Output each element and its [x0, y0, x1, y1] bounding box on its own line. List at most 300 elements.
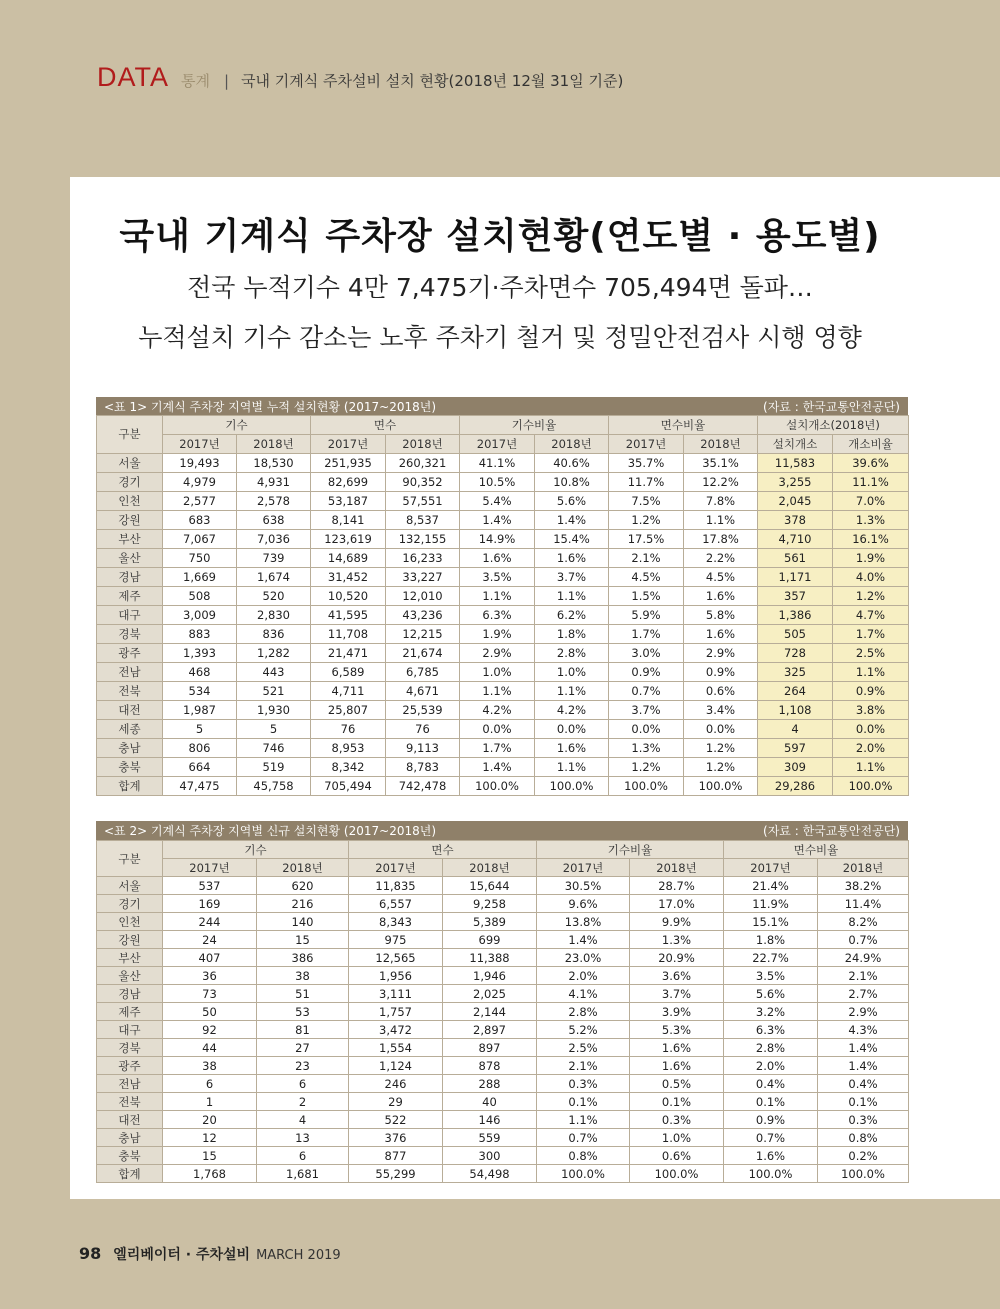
- value-cell: 378: [758, 511, 833, 530]
- value-cell: 0.7%: [724, 1129, 818, 1147]
- value-cell: 15: [163, 1147, 257, 1165]
- value-cell: 746: [237, 739, 311, 758]
- value-cell: 264: [758, 682, 833, 701]
- table-row: [97, 701, 909, 720]
- value-cell: 2,045: [758, 492, 833, 511]
- value-cell: 4.2%: [535, 701, 609, 720]
- value-cell: 975: [349, 931, 443, 949]
- value-cell: 1,956: [349, 967, 443, 985]
- table2-subheader: 2018년: [257, 859, 349, 877]
- value-cell: 2.1%: [609, 549, 684, 568]
- value-cell: 40.6%: [535, 454, 609, 473]
- table2-group-header: 면수: [349, 841, 537, 859]
- value-cell: 5.3%: [630, 1021, 724, 1039]
- value-cell: 2.0%: [537, 967, 630, 985]
- value-cell: 30.5%: [537, 877, 630, 895]
- value-cell: 39.6%: [833, 454, 909, 473]
- table-row: [97, 949, 909, 967]
- value-cell: 10.5%: [460, 473, 535, 492]
- table2-caption: <표 2> 기계식 주차장 지역별 신규 설치현황 (2017~2018년): [104, 824, 437, 838]
- value-cell: 5.4%: [460, 492, 535, 511]
- value-cell: 620: [257, 877, 349, 895]
- subsection-label: 통계: [181, 72, 210, 90]
- value-cell: 5.6%: [724, 985, 818, 1003]
- value-cell: 1.5%: [609, 587, 684, 606]
- value-cell: 9,113: [386, 739, 460, 758]
- value-cell: 7.5%: [609, 492, 684, 511]
- value-cell: 1,757: [349, 1003, 443, 1021]
- value-cell: 1.3%: [833, 511, 909, 530]
- table1-region-header: 구분: [97, 416, 163, 454]
- value-cell: 2.1%: [537, 1057, 630, 1075]
- table1-cumulative-installations: [96, 415, 909, 796]
- region-cell: 강원: [97, 511, 163, 530]
- value-cell: 90,352: [386, 473, 460, 492]
- value-cell: 36: [163, 967, 257, 985]
- value-cell: 0.7%: [818, 931, 909, 949]
- value-cell: 53,187: [311, 492, 386, 511]
- value-cell: 4.0%: [833, 568, 909, 587]
- value-cell: 0.0%: [460, 720, 535, 739]
- value-cell: 0.0%: [833, 720, 909, 739]
- value-cell: 3.5%: [460, 568, 535, 587]
- value-cell: 1.6%: [535, 739, 609, 758]
- table-row: [97, 758, 909, 777]
- value-cell: 664: [163, 758, 237, 777]
- table2-source: (자료 : 한국교통안전공단): [763, 824, 900, 838]
- value-cell: 2.5%: [537, 1039, 630, 1057]
- value-cell: 11.4%: [818, 895, 909, 913]
- value-cell: 559: [443, 1129, 537, 1147]
- value-cell: 0.8%: [537, 1147, 630, 1165]
- value-cell: 1,108: [758, 701, 833, 720]
- value-cell: 519: [237, 758, 311, 777]
- value-cell: 386: [257, 949, 349, 967]
- value-cell: 146: [443, 1111, 537, 1129]
- table2-new-installations: [96, 840, 909, 1183]
- value-cell: 17.8%: [684, 530, 758, 549]
- region-cell: 경남: [97, 985, 163, 1003]
- value-cell: 7,036: [237, 530, 311, 549]
- value-cell: 18,530: [237, 454, 311, 473]
- table-row: [97, 454, 909, 473]
- value-cell: 0.5%: [630, 1075, 724, 1093]
- value-cell: 251,935: [311, 454, 386, 473]
- value-cell: 4,979: [163, 473, 237, 492]
- value-cell: 2.0%: [724, 1057, 818, 1075]
- value-cell: 468: [163, 663, 237, 682]
- value-cell: 2,025: [443, 985, 537, 1003]
- value-cell: 11,708: [311, 625, 386, 644]
- value-cell: 12,215: [386, 625, 460, 644]
- value-cell: 6: [163, 1075, 257, 1093]
- region-cell: 대구: [97, 1021, 163, 1039]
- value-cell: 407: [163, 949, 257, 967]
- value-cell: 76: [386, 720, 460, 739]
- value-cell: 3.5%: [724, 967, 818, 985]
- value-cell: 47,475: [163, 777, 237, 796]
- value-cell: 6: [257, 1147, 349, 1165]
- value-cell: 0.1%: [818, 1093, 909, 1111]
- value-cell: 100.0%: [818, 1165, 909, 1183]
- table1-subheader: 개소비율: [833, 435, 909, 454]
- region-cell: 전북: [97, 1093, 163, 1111]
- value-cell: 597: [758, 739, 833, 758]
- value-cell: 8,783: [386, 758, 460, 777]
- value-cell: 4.2%: [460, 701, 535, 720]
- value-cell: 3.2%: [724, 1003, 818, 1021]
- value-cell: 20.9%: [630, 949, 724, 967]
- value-cell: 21.4%: [724, 877, 818, 895]
- value-cell: 41.1%: [460, 454, 535, 473]
- value-cell: 100.0%: [609, 777, 684, 796]
- value-cell: 169: [163, 895, 257, 913]
- table1-caption-bar: [96, 397, 908, 416]
- value-cell: 13: [257, 1129, 349, 1147]
- value-cell: 54,498: [443, 1165, 537, 1183]
- value-cell: 100.0%: [630, 1165, 724, 1183]
- magazine-name: 엘리베이터 · 주차설비: [113, 1247, 251, 1263]
- region-cell: 합계: [97, 777, 163, 796]
- value-cell: 0.8%: [818, 1129, 909, 1147]
- value-cell: 1,386: [758, 606, 833, 625]
- value-cell: 1.3%: [630, 931, 724, 949]
- value-cell: 23: [257, 1057, 349, 1075]
- table-row: [97, 549, 909, 568]
- table-row: [97, 1111, 909, 1129]
- value-cell: 443: [237, 663, 311, 682]
- region-cell: 합계: [97, 1165, 163, 1183]
- value-cell: 0.3%: [537, 1075, 630, 1093]
- value-cell: 38: [257, 967, 349, 985]
- value-cell: 6,557: [349, 895, 443, 913]
- value-cell: 1.8%: [724, 931, 818, 949]
- value-cell: 3.8%: [833, 701, 909, 720]
- table-row: [97, 644, 909, 663]
- value-cell: 38.2%: [818, 877, 909, 895]
- table-row: [97, 1021, 909, 1039]
- value-cell: 505: [758, 625, 833, 644]
- value-cell: 14,689: [311, 549, 386, 568]
- value-cell: 1.1%: [684, 511, 758, 530]
- table1-subheader: 2017년: [163, 435, 237, 454]
- value-cell: 41,595: [311, 606, 386, 625]
- value-cell: 2,577: [163, 492, 237, 511]
- value-cell: 216: [257, 895, 349, 913]
- table-row: [97, 1165, 909, 1183]
- page-footer: [79, 1244, 341, 1264]
- value-cell: 0.0%: [684, 720, 758, 739]
- value-cell: 29,286: [758, 777, 833, 796]
- value-cell: 4: [257, 1111, 349, 1129]
- table1-group-header: 면수: [311, 416, 460, 435]
- value-cell: 0.9%: [684, 663, 758, 682]
- value-cell: 309: [758, 758, 833, 777]
- table2-subheader: 2018년: [818, 859, 909, 877]
- value-cell: 29: [349, 1093, 443, 1111]
- region-cell: 부산: [97, 949, 163, 967]
- value-cell: 4,671: [386, 682, 460, 701]
- value-cell: 6,589: [311, 663, 386, 682]
- region-cell: 충북: [97, 758, 163, 777]
- value-cell: 1,930: [237, 701, 311, 720]
- table-row: [97, 720, 909, 739]
- value-cell: 25,539: [386, 701, 460, 720]
- value-cell: 4.3%: [818, 1021, 909, 1039]
- table-row: [97, 967, 909, 985]
- value-cell: 5.2%: [537, 1021, 630, 1039]
- value-cell: 1.6%: [684, 625, 758, 644]
- region-cell: 대전: [97, 1111, 163, 1129]
- value-cell: 6: [257, 1075, 349, 1093]
- value-cell: 1,946: [443, 967, 537, 985]
- region-cell: 제주: [97, 587, 163, 606]
- region-cell: 대구: [97, 606, 163, 625]
- value-cell: 21,471: [311, 644, 386, 663]
- value-cell: 8,537: [386, 511, 460, 530]
- header-title: 국내 기계식 주차설비 설치 현황(2018년 12월 31일 기준): [241, 72, 624, 90]
- value-cell: 19,493: [163, 454, 237, 473]
- value-cell: 1.1%: [535, 682, 609, 701]
- value-cell: 742,478: [386, 777, 460, 796]
- value-cell: 4.5%: [684, 568, 758, 587]
- value-cell: 15.1%: [724, 913, 818, 931]
- value-cell: 1,987: [163, 701, 237, 720]
- value-cell: 1.4%: [460, 758, 535, 777]
- table2-group-header: 면수비율: [724, 841, 909, 859]
- value-cell: 12.2%: [684, 473, 758, 492]
- table1-group-header: 설치개소(2018년): [758, 416, 909, 435]
- value-cell: 0.0%: [609, 720, 684, 739]
- value-cell: 43,236: [386, 606, 460, 625]
- value-cell: 4.7%: [833, 606, 909, 625]
- value-cell: 3,009: [163, 606, 237, 625]
- value-cell: 9,258: [443, 895, 537, 913]
- value-cell: 2,830: [237, 606, 311, 625]
- value-cell: 1.6%: [630, 1057, 724, 1075]
- region-cell: 울산: [97, 967, 163, 985]
- section-label: DATA: [97, 62, 170, 92]
- region-cell: 서울: [97, 454, 163, 473]
- value-cell: 35.7%: [609, 454, 684, 473]
- table1-subheader: 설치개소: [758, 435, 833, 454]
- value-cell: 35.1%: [684, 454, 758, 473]
- value-cell: 1.4%: [535, 511, 609, 530]
- table2-group-header: 기수비율: [537, 841, 724, 859]
- value-cell: 883: [163, 625, 237, 644]
- value-cell: 27: [257, 1039, 349, 1057]
- value-cell: 11,835: [349, 877, 443, 895]
- value-cell: 1.1%: [537, 1111, 630, 1129]
- region-cell: 광주: [97, 1057, 163, 1075]
- value-cell: 1,768: [163, 1165, 257, 1183]
- value-cell: 10.8%: [535, 473, 609, 492]
- value-cell: 522: [349, 1111, 443, 1129]
- value-cell: 1.6%: [535, 549, 609, 568]
- value-cell: 1.0%: [630, 1129, 724, 1147]
- value-cell: 2.8%: [724, 1039, 818, 1057]
- value-cell: 4,710: [758, 530, 833, 549]
- issue-date: MARCH 2019: [256, 1248, 341, 1263]
- value-cell: 1.1%: [833, 663, 909, 682]
- value-cell: 2.9%: [818, 1003, 909, 1021]
- value-cell: 5: [237, 720, 311, 739]
- value-cell: 0.9%: [609, 663, 684, 682]
- value-cell: 2.7%: [818, 985, 909, 1003]
- value-cell: 1.8%: [535, 625, 609, 644]
- table-row: [97, 1057, 909, 1075]
- value-cell: 1.4%: [460, 511, 535, 530]
- value-cell: 0.9%: [724, 1111, 818, 1129]
- region-cell: 전북: [97, 682, 163, 701]
- value-cell: 699: [443, 931, 537, 949]
- value-cell: 22.7%: [724, 949, 818, 967]
- region-cell: 인천: [97, 913, 163, 931]
- region-cell: 인천: [97, 492, 163, 511]
- value-cell: 100.0%: [684, 777, 758, 796]
- value-cell: 33,227: [386, 568, 460, 587]
- value-cell: 23.0%: [537, 949, 630, 967]
- value-cell: 521: [237, 682, 311, 701]
- value-cell: 50: [163, 1003, 257, 1021]
- table-row: [97, 985, 909, 1003]
- value-cell: 5: [163, 720, 237, 739]
- table2-subheader: 2017년: [163, 859, 257, 877]
- value-cell: 325: [758, 663, 833, 682]
- value-cell: 1,554: [349, 1039, 443, 1057]
- region-cell: 대전: [97, 701, 163, 720]
- table2-subheader: 2018년: [630, 859, 724, 877]
- article-headline: 국내 기계식 주차장 설치현황(연도별 · 용도별): [119, 216, 881, 257]
- value-cell: 6.3%: [460, 606, 535, 625]
- value-cell: 100.0%: [724, 1165, 818, 1183]
- value-cell: 17.5%: [609, 530, 684, 549]
- value-cell: 11.1%: [833, 473, 909, 492]
- value-cell: 4,711: [311, 682, 386, 701]
- value-cell: 0.1%: [724, 1093, 818, 1111]
- table-row: [97, 1129, 909, 1147]
- value-cell: 2.8%: [535, 644, 609, 663]
- value-cell: 15: [257, 931, 349, 949]
- table-row: [97, 1039, 909, 1057]
- value-cell: 6.2%: [535, 606, 609, 625]
- value-cell: 100.0%: [460, 777, 535, 796]
- table2-region-header: 구분: [97, 841, 163, 877]
- table2-caption-bar: [96, 821, 908, 840]
- value-cell: 1: [163, 1093, 257, 1111]
- value-cell: 1.2%: [609, 758, 684, 777]
- value-cell: 25,807: [311, 701, 386, 720]
- value-cell: 45,758: [237, 777, 311, 796]
- value-cell: 7.8%: [684, 492, 758, 511]
- value-cell: 0.1%: [537, 1093, 630, 1111]
- value-cell: 0.0%: [535, 720, 609, 739]
- value-cell: 376: [349, 1129, 443, 1147]
- table2-subheader: 2017년: [537, 859, 630, 877]
- table2-group-header: 기수: [163, 841, 349, 859]
- table1-body: [97, 454, 909, 796]
- value-cell: 1,393: [163, 644, 237, 663]
- running-header: [97, 62, 623, 102]
- value-cell: 2.9%: [684, 644, 758, 663]
- value-cell: 44: [163, 1039, 257, 1057]
- value-cell: 1.0%: [460, 663, 535, 682]
- value-cell: 1.4%: [818, 1039, 909, 1057]
- value-cell: 3,255: [758, 473, 833, 492]
- value-cell: 8,953: [311, 739, 386, 758]
- table1-caption: <표 1> 기계식 주차장 지역별 누적 설치현황 (2017~2018년): [104, 400, 437, 414]
- value-cell: 57,551: [386, 492, 460, 511]
- value-cell: 0.3%: [818, 1111, 909, 1129]
- value-cell: 11,388: [443, 949, 537, 967]
- value-cell: 246: [349, 1075, 443, 1093]
- table-row: [97, 1075, 909, 1093]
- value-cell: 1.1%: [535, 758, 609, 777]
- table-row: [97, 1147, 909, 1165]
- value-cell: 1.6%: [684, 587, 758, 606]
- value-cell: 20: [163, 1111, 257, 1129]
- value-cell: 897: [443, 1039, 537, 1057]
- value-cell: 8,141: [311, 511, 386, 530]
- value-cell: 55,299: [349, 1165, 443, 1183]
- value-cell: 1.1%: [833, 758, 909, 777]
- value-cell: 7,067: [163, 530, 237, 549]
- region-cell: 충남: [97, 1129, 163, 1147]
- value-cell: 2,144: [443, 1003, 537, 1021]
- value-cell: 288: [443, 1075, 537, 1093]
- value-cell: 100.0%: [833, 777, 909, 796]
- value-cell: 0.4%: [724, 1075, 818, 1093]
- value-cell: 878: [443, 1057, 537, 1075]
- table1-subheader: 2018년: [535, 435, 609, 454]
- region-cell: 경북: [97, 1039, 163, 1057]
- value-cell: 1,124: [349, 1057, 443, 1075]
- value-cell: 300: [443, 1147, 537, 1165]
- table-row: [97, 530, 909, 549]
- value-cell: 534: [163, 682, 237, 701]
- value-cell: 16.1%: [833, 530, 909, 549]
- table1-group-header: 기수비율: [460, 416, 609, 435]
- table1-subheader: 2017년: [311, 435, 386, 454]
- table-row: [97, 877, 909, 895]
- value-cell: 1.3%: [609, 739, 684, 758]
- table2-subheader: 2017년: [724, 859, 818, 877]
- table1-subheader: 2018년: [684, 435, 758, 454]
- table-row: [97, 625, 909, 644]
- value-cell: 806: [163, 739, 237, 758]
- value-cell: 537: [163, 877, 257, 895]
- value-cell: 1.6%: [460, 549, 535, 568]
- value-cell: 82,699: [311, 473, 386, 492]
- region-cell: 광주: [97, 644, 163, 663]
- value-cell: 73: [163, 985, 257, 1003]
- value-cell: 1,282: [237, 644, 311, 663]
- value-cell: 16,233: [386, 549, 460, 568]
- value-cell: 2.1%: [818, 967, 909, 985]
- table1-group-header: 기수: [163, 416, 311, 435]
- table-row: [97, 568, 909, 587]
- value-cell: 76: [311, 720, 386, 739]
- value-cell: 1,171: [758, 568, 833, 587]
- value-cell: 9.9%: [630, 913, 724, 931]
- value-cell: 1.7%: [609, 625, 684, 644]
- value-cell: 3.6%: [630, 967, 724, 985]
- table2-body: [97, 877, 909, 1183]
- table-row: [97, 1003, 909, 1021]
- value-cell: 1.4%: [818, 1057, 909, 1075]
- value-cell: 11,583: [758, 454, 833, 473]
- header-separator: |: [224, 72, 230, 90]
